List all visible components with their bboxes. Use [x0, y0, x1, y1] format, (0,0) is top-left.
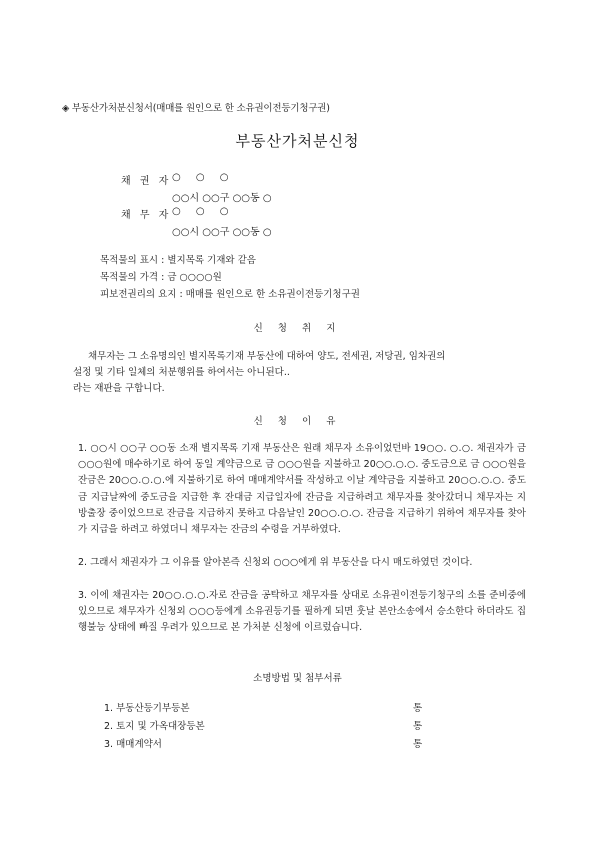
attachments-heading: 소명방법 및 첨부서류: [253, 673, 342, 684]
attachment-unit-2: 통: [413, 721, 423, 732]
reasons-heading: 신 청 이 유: [253, 416, 342, 427]
creditor-label: 채 권 자: [121, 176, 172, 187]
attachment-unit-1: 통: [413, 703, 423, 714]
object-description: 목적물의 표시 : 별지목록 기재와 같음: [100, 255, 256, 266]
creditor-address: ○○시 ○○구 ○○동 ○: [172, 193, 272, 204]
creditor-name: ○ ○ ○: [172, 172, 235, 183]
purpose-line-2: 설정 및 기타 일체의 처분행위를 하여서는 아니된다..: [73, 367, 290, 378]
document-title: 부동산가처분신청: [235, 132, 360, 150]
debtor-address: ○○시 ○○구 ○○동 ○: [172, 227, 272, 238]
attachment-item-2: 2. 토지 및 가옥대장등본: [104, 721, 205, 732]
reason-item-3: 3. 이에 채권자는 20○○.○.○.자로 잔금을 공탁하고 채무자를 상대로 소유권이전등기청구의 소를 준비중에 있으므로 채무자가 신청외 ○○○등에게 소유권등기를 필하게 되면 훗날 본안소송에서 승소한다 하더라도 집행불능 상태에 빠질 우려가 있으므로 본 가처분 신청에 이르렀습니다.: [78, 590, 526, 634]
purpose-line-3: 라는 재판을 구합니다.: [73, 383, 165, 394]
purpose-line-1: 채무자는 그 소유명의인 별지목록기재 부동산에 대하여 양도, 전세권, 저당권, 임차권의: [88, 351, 446, 362]
object-price: 목적물의 가격 : 금 ○○○○원: [100, 272, 222, 283]
reason-item-2: 2. 그래서 채권자가 그 이유를 알아본즉 신청외 ○○○에게 위 부동산을 다시 매도하였던 것이다.: [78, 557, 473, 568]
attachment-item-1: 1. 부동산등기부등본: [104, 703, 190, 714]
attachment-unit-3: 통: [413, 739, 423, 750]
attachment-item-3: 3. 매매계약서: [104, 739, 162, 750]
header-note: ◈ 부동산가처분신청서(매매를 원인으로 한 소유권이전등기청구권): [62, 103, 330, 114]
debtor-label: 채 무 자: [121, 210, 172, 221]
debtor-name: ○ ○ ○: [172, 206, 235, 217]
protected-right-summary: 피보전권리의 요지 : 매매를 원인으로 한 소유권이전등기청구권: [100, 289, 360, 300]
purpose-heading: 신 청 취 지: [253, 323, 342, 334]
reason-item-1: 1. ○○시 ○○구 ○○동 소재 별지목록 기재 부동산은 원래 채무자 소유이었던바 19○○. ○.○. 채권자가 금 ○○○원에 매수하기로 하여 동일 계약금으로 금 ○○○원을 지불하고 20○○.○.○. 중도금으로 금 ○○○원을 잔금은 20○○.○.○.에 지불하기로 하여 매매계약서를 작성하고 이날 계약금을 지불하고 20○○.○.○. 중도금 지급날짜에 중도금을 지급한 후 잔대금 지급일자에 잔금을 지급하려고 채무자를 찾아갔더니 채무자는 지방출장 중이었으므로 잔금을 지급하지 못하고 다음날인 20○○.○.○. 잔금을 지급하기 위하여 채무자를 찾아가 지급을 하려고 하였더니 채무자는 잔금의 수령을 거부하였다.: [78, 443, 526, 536]
